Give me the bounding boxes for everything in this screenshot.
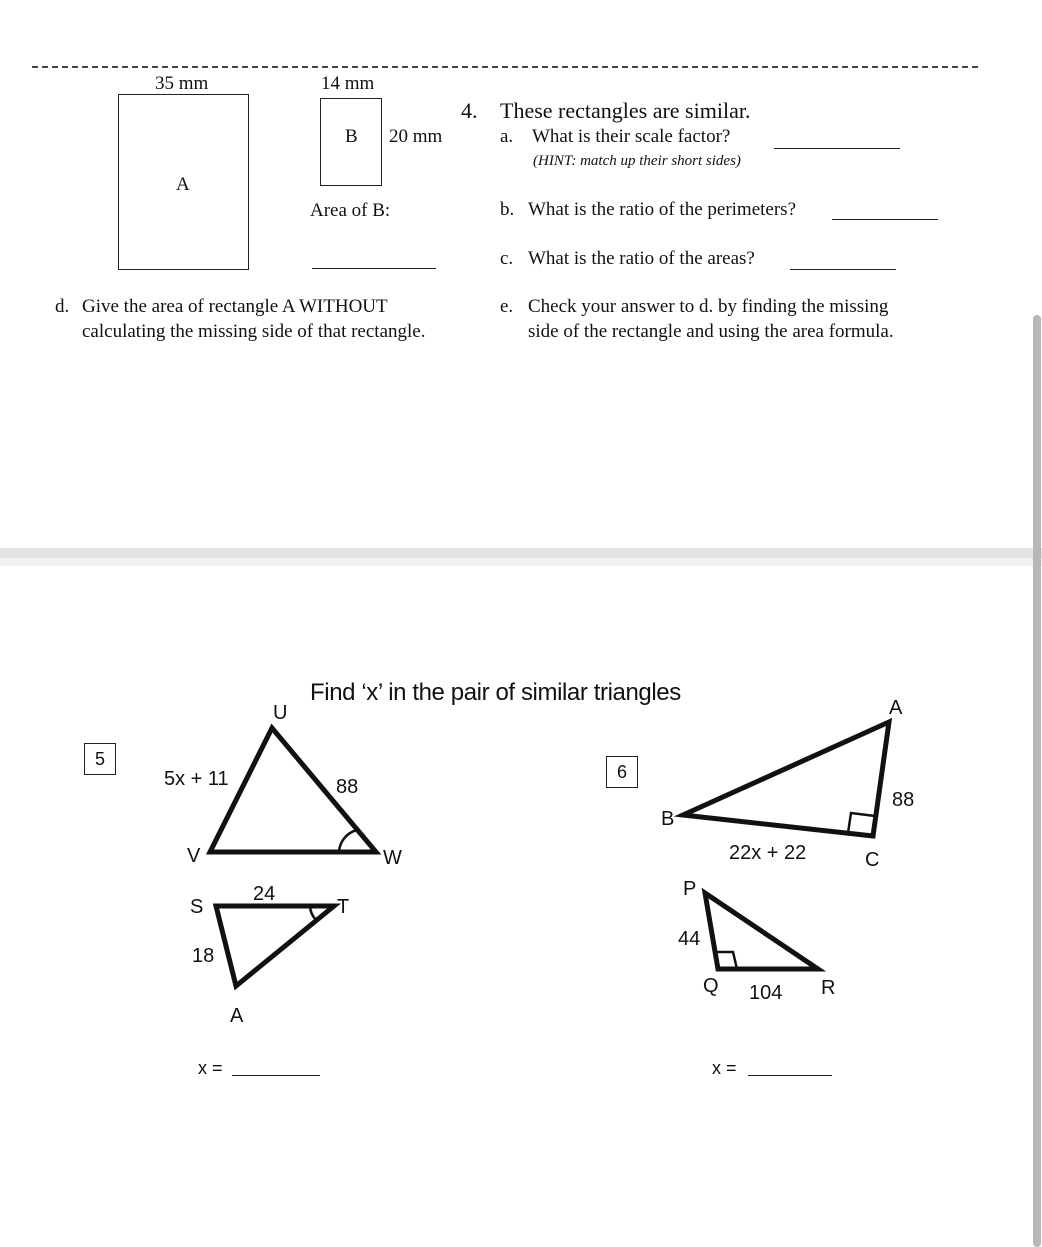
label-b: B [661,808,675,830]
part-e-line1: Check your answer to d. by finding the missing [528,296,889,317]
triangle-pqr [705,893,818,969]
part-e-line2: side of the rectangle and using the area formula. [528,321,894,342]
side-uw-label: 88 [336,776,359,798]
side-ac-label: 88 [892,789,915,811]
part-b-marker: b. [500,199,515,220]
part-d-line2: calculating the missing side of that rectangle. [82,321,426,342]
label-t: T [337,896,350,918]
part-d-marker: d. [55,296,70,317]
triangle-sta [216,906,334,986]
problem-6-number: 6 [606,756,638,788]
label-a-small: A [230,1005,244,1027]
side-st-label: 24 [253,883,276,905]
rect-a-width-label: 35 mm [155,73,209,94]
label-s: S [190,896,204,918]
part-b-text: What is the ratio of the perimeters? [528,199,797,220]
label-r: R [821,977,836,999]
answer-5-label: x = [198,1058,223,1078]
question-number: 4. [461,98,478,123]
triangles-heading: Find ‘x’ in the pair of similar triangles [310,679,681,706]
label-a-large: A [889,697,903,719]
problem-5-number: 5 [84,743,116,775]
part-a-text: What is their scale factor? [532,126,731,147]
question-title: These rectangles are similar. [500,98,751,123]
triangle-abc [683,722,889,836]
part-c-marker: c. [500,248,514,269]
hint-text: (HINT: match up their short sides) [533,153,741,169]
angle-mark-w [339,830,357,852]
answer-6-label: x = [712,1058,737,1078]
rect-b-width-label: 14 mm [321,73,375,94]
rect-a-name: A [176,174,190,195]
label-u: U [273,702,288,724]
label-q: Q [703,975,719,997]
label-c: C [865,849,880,871]
part-d-line1: Give the area of rectangle A WITHOUT [82,296,388,317]
right-angle-mark-c [848,813,875,833]
part-e-marker: e. [500,296,514,317]
side-pq-label: 44 [678,928,701,950]
rect-b-name: B [345,126,358,147]
side-qr-label: 104 [749,982,783,1004]
answer-6-blank[interactable] [748,1075,832,1076]
label-w: W [383,847,402,869]
rect-b-height-label: 20 mm [389,126,443,147]
part-c-text: What is the ratio of the areas? [528,248,755,269]
area-b-label: Area of B: [310,200,391,221]
label-p: P [683,878,697,900]
part-a-marker: a. [500,126,514,147]
answer-5-blank[interactable] [232,1075,320,1076]
side-uv-label: 5x + 11 [164,768,229,790]
label-v: V [187,845,201,867]
side-bc-label: 22x + 22 [729,842,807,864]
side-sa-label: 18 [192,945,215,967]
